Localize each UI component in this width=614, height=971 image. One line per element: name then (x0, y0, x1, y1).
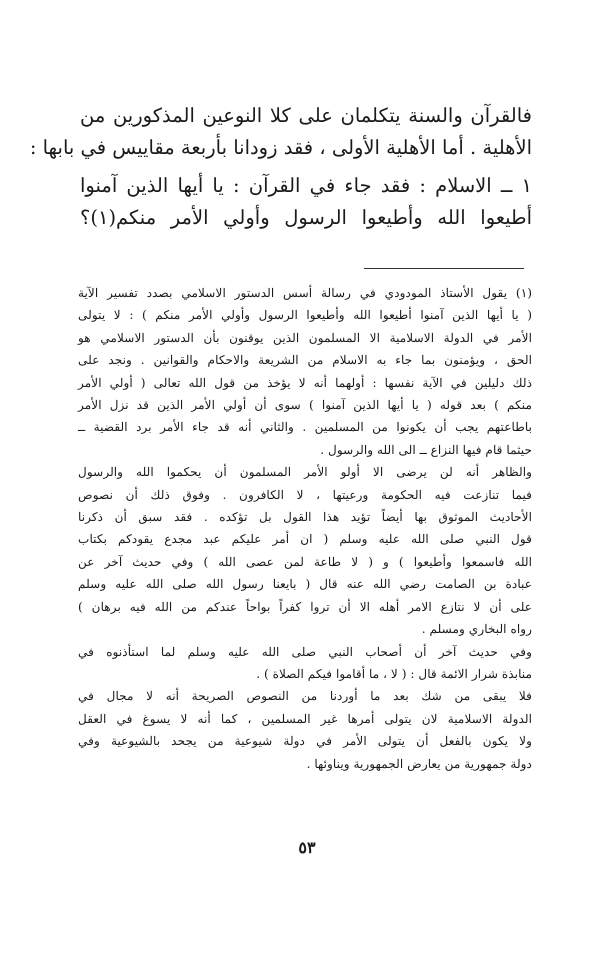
main-line: فالقرآن والسنة يتكلمان على كلا النوعين المذكورين من (80, 104, 532, 127)
footnote-line: حيثما قام فيها النزاع ــ الى الله والرسول . (320, 442, 532, 457)
footnote-line: والظاهر أنه لن يرضى الا أولو الأمر المسلمون أن يحكموا الله والرسول (78, 465, 532, 480)
main-line: أطيعوا الله وأطيعوا الرسول وأولي الأمر منكم(١)؟ (80, 206, 532, 229)
footnote-line: ( يا أيها الذين آمنوا أطيعوا الله وأطيعوا الرسول وأولي الأمر منكم ) : لا يتولى (78, 308, 532, 323)
main-text (29, 100, 532, 234)
main-line: ١ ــ الاسلام : فقد جاء في القرآن : يا أيها الذين آمنوا (80, 174, 532, 197)
footnote-line: ذلك دليلين في الآية نفسها : أولهما أنه لا يؤخذ من قول الله تعالى ( أولي الأمر (78, 375, 532, 390)
footnote-line: فلا يبقى من شك بعد ما أوردنا من النصوص الصريحة أنه لا مجال في (78, 689, 532, 704)
footnote-line: ولا يكون بالفعل أن يتولى الأمر في دولة شيوعية من يجحد بالشيوعية وفي (78, 734, 532, 749)
footnote-line: على أن لا نتازع الامر أهله الا أن تروا كفراً بواحاً عندكم من الله فيه برهان ) (78, 599, 532, 614)
footnote-line: الأمر في الدولة الاسلامية الا المسلمون الذين يوقنون بأن الدستور الاسلامي هو (78, 330, 532, 345)
page-number: ٥٣ (298, 838, 316, 857)
footnote-line: الدولة الاسلامية لان يتولى أمرها غير المسلمين ، كما أنه لا يسوغ في العقل (78, 711, 532, 726)
footnote-line: منابذة شرار الائمة قال : ( لا ، ما أقاموا فيكم الصلاة ) . (256, 666, 532, 681)
footnote-separator (364, 268, 524, 269)
footnote-line: وفي حديث آخر أن أصحاب النبي صلى الله عليه وسلم لما استأذنوه في (78, 644, 532, 659)
footnote-line: الأحاديث الموثوق بها أيضاً تؤيد هذا القول بل تؤكده . فقد سبق أن ذكرنا (78, 510, 532, 525)
footnote-line: باطاعتهم يجب أن يكونوا من المسلمين . والثاني أنه قد جاء الأمر برد القضية ــ (78, 420, 532, 435)
footnote-line: الحق ، ويؤمنون بما جاء به الاسلام من الشريعة والاحكام والقوانين . ونجد على (78, 353, 532, 368)
main-line: الأهلية . أما الأهلية الأولى ، فقد زودانا بأربعة مقاييس في بابها : (29, 136, 532, 159)
footnote-line: الله فاسمعوا وأطيعوا ) و ( لا طاعة لمن عصى الله ) وفي حديث آخر عن (78, 554, 532, 569)
footnote-line: دولة جمهورية من يعارض الجمهورية ويناوئها . (306, 756, 532, 771)
footnote-line: (١) يقول الأستاذ المودودي في رسالة أسس الدستور الاسلامي بصدد تفسير الآية (78, 286, 532, 300)
footnote-line: عبادة بن الصامت رضي الله عنه قال ( بايعنا رسول الله صلى الله عليه وسلم (78, 577, 532, 592)
footnote-line: قول النبي صلى الله عليه وسلم ( ان أمر عليكم عبد مجدع يقودكم بكتاب (78, 532, 532, 547)
footnote-line: فيما تنازعت فيه الحكومة ورعيتها ، لا الكافرون . وفوق ذلك أن نصوص (78, 487, 532, 502)
footnotes (78, 282, 532, 775)
footnote-line: منكم ) بعد قوله ( يا أيها الذين آمنوا ) سوى أن أولي الأمر الذين قد نزل الأمر (78, 398, 532, 413)
footnote-line: رواه البخاري ومسلم . (421, 622, 532, 637)
